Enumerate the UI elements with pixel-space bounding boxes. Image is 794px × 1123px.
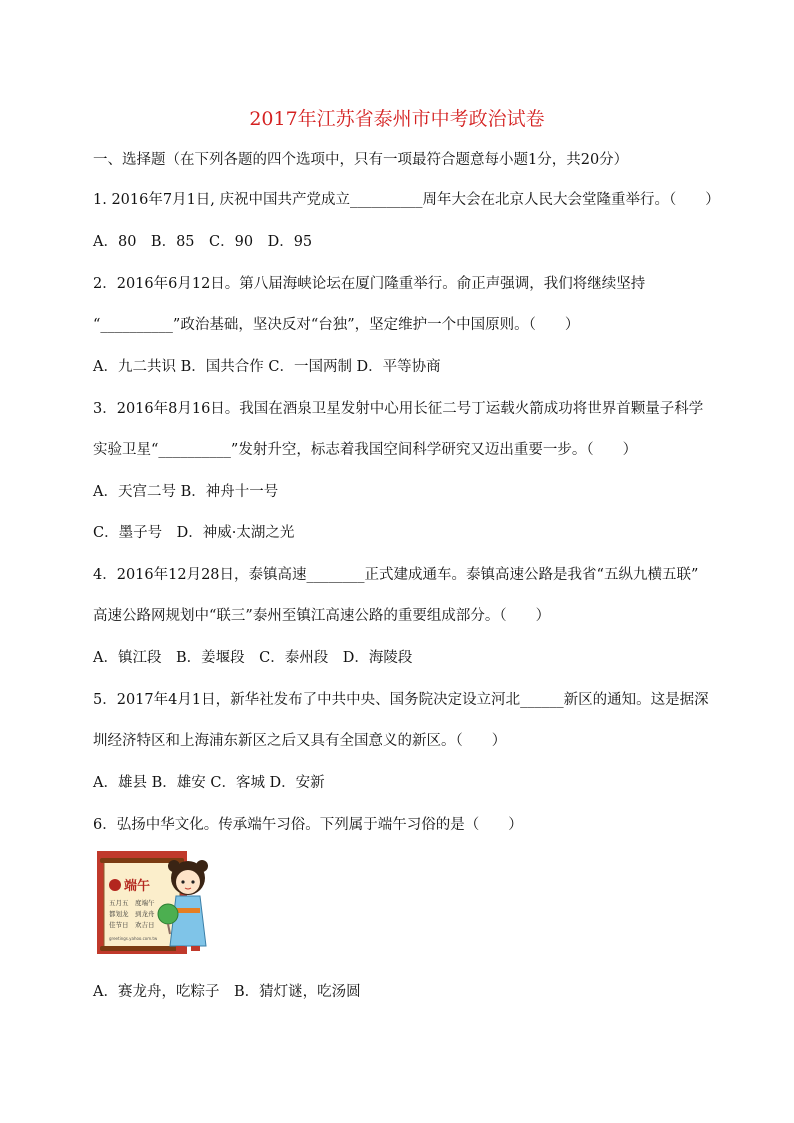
question-5-text-line-1: 5．2017年4月1日，新华社发布了中共中央、国务院决定设立河北______新区的通知。这是据深 <box>93 692 709 708</box>
page-title: 2017年江苏省泰州市中考政治试卷 <box>249 108 545 130</box>
question-4-options: A．镇江段 B．姜堰段 C．泰州段 D．海陵段 <box>93 650 413 666</box>
question-4-text-line-2: 高速公路网规划中“联三”泰州至镇江高速公路的重要组成部分。（ ） <box>93 608 551 624</box>
question-6-options: A．赛龙舟，吃粽子 B．猜灯谜，吃汤圆 <box>93 984 361 1000</box>
question-2-options: A．九二共识 B．国共合作 C．一国两制 D．平等协商 <box>93 359 441 375</box>
question-3-text-line-2: 实验卫星“__________”发射升空，标志着我国空间科学研究又迈出重要一步。（ ） <box>93 442 638 458</box>
question-5-text-line-2: 圳经济特区和上海浦东新区之后又具有全国意义的新区。（ ） <box>93 733 507 749</box>
card-verse-2: 都划龙 到龙舟 <box>109 910 155 918</box>
question-2-text-line-1: 2．2016年6月12日。第八届海峡论坛在厦门隆重举行。俞正声强调，我们将继续坚持 <box>93 276 646 292</box>
question-2-text-line-2: “__________”政治基础，坚决反对“台独”，坚定维护一个中国原则。（ ） <box>93 317 580 333</box>
dragon-boat-festival-illustration <box>96 850 216 956</box>
question-3-text-line-1: 3．2016年8月16日。我国在酒泉卫星发射中心用长征二号丁运载火箭成功将世界首颗量子科学 <box>93 401 704 417</box>
seal-icon <box>109 879 121 891</box>
card-caption: greetings.yahoo.com.tw <box>109 936 158 941</box>
question-3-options-line-1: A．天宫二号 B．神舟十一号 <box>93 484 279 500</box>
card-heading: 端午 <box>124 879 151 894</box>
question-5-options: A．雄县 B．雄安 C．客城 D．安新 <box>93 775 325 791</box>
question-4-text-line-1: 4．2016年12月28日，泰镇高速________正式建成通车。泰镇高速公路是我省“五纵九横五联” <box>93 567 699 583</box>
card-verse-3: 佳节日 欢吉日 <box>109 921 155 929</box>
scroll-bottom <box>100 946 184 951</box>
question-3-options-line-2: C．墨子号 D．神威·太湖之光 <box>93 525 295 541</box>
question-1-text: 1. 2016年7月1日, 庆祝中国共产党成立__________周年大会在北京人民大会堂隆重举行。（ ） <box>93 192 720 208</box>
question-1-options: A．80 B．85 C．90 D．95 <box>93 234 313 250</box>
section-header: 一、选择题（在下列各题的四个选项中，只有一项最符合题意每小题1分，共20分） <box>93 152 629 168</box>
question-6-text: 6．弘扬中华文化。传承端午习俗。下列属于端午习俗的是（ ） <box>93 817 523 833</box>
card-verse-1: 五月五 度端午 <box>109 899 155 907</box>
